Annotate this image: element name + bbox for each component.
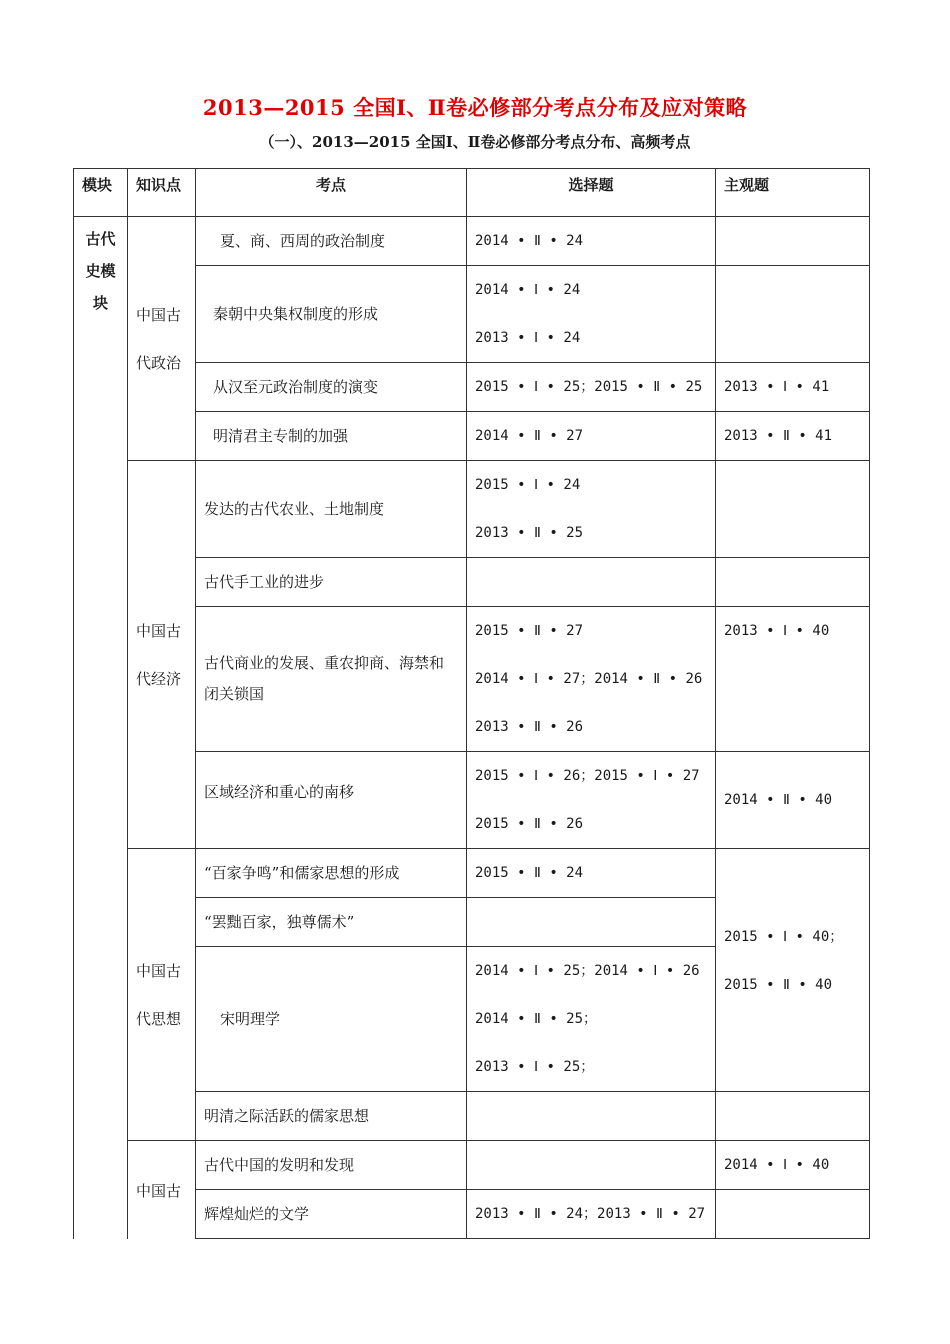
essay-cell bbox=[716, 1141, 870, 1190]
group-economy bbox=[128, 461, 196, 849]
choice-cell bbox=[467, 1141, 716, 1190]
group-label-line: 代经济 bbox=[136, 669, 182, 688]
choice-cell bbox=[467, 266, 716, 363]
choice-cell bbox=[467, 363, 716, 412]
choice-cell bbox=[467, 558, 716, 607]
point-cell: 从汉至元政治制度的演变 bbox=[196, 363, 467, 412]
essay-ref: 2014 • Ⅱ • 40 bbox=[724, 792, 833, 808]
essay-cell bbox=[716, 1190, 870, 1239]
module-cell bbox=[74, 217, 128, 1239]
choice-ref: 2013 • Ⅱ • 24；2013 • Ⅱ • 27 bbox=[475, 1206, 706, 1222]
choice-ref: 2014 • Ⅱ • 24 bbox=[475, 233, 584, 249]
header-essay: 主观题 bbox=[716, 169, 870, 217]
group-label-line: 代思想 bbox=[136, 1009, 182, 1028]
point-cell: 宋明理学 bbox=[196, 947, 467, 1092]
choice-cell bbox=[467, 752, 716, 849]
group-label-line: 中国古 bbox=[136, 621, 182, 640]
choice-ref: 2014 • Ⅱ • 25； bbox=[475, 1011, 598, 1027]
choice-ref: 2014 • Ⅱ • 27 bbox=[475, 428, 584, 444]
table-row bbox=[74, 217, 870, 266]
essay-ref: 2014 • Ⅰ • 40 bbox=[724, 1157, 830, 1173]
table-row bbox=[74, 461, 870, 558]
page-title: 2013—2015 全国Ⅰ、Ⅱ卷必修部分考点分布及应对策略 bbox=[202, 95, 748, 120]
group-politics bbox=[128, 217, 196, 461]
essay-cell bbox=[716, 461, 870, 558]
essay-ref: 2013 • Ⅰ • 41 bbox=[724, 379, 830, 395]
choice-ref: 2015 • Ⅱ • 24 bbox=[475, 865, 584, 881]
point-cell: 古代手工业的进步 bbox=[196, 558, 467, 607]
choice-ref: 2015 • Ⅰ • 24 bbox=[475, 477, 581, 493]
choice-ref: 2015 • Ⅱ • 27 bbox=[475, 623, 584, 639]
choice-ref: 2013 • Ⅱ • 25 bbox=[475, 525, 584, 541]
header-knowledge: 知识点 bbox=[128, 169, 196, 217]
module-label-line: 古代 bbox=[85, 230, 116, 248]
point-cell: 夏、商、西周的政治制度 bbox=[196, 217, 467, 266]
essay-cell bbox=[716, 607, 870, 752]
point-cell: 古代商业的发展、重农抑商、海禁和闭关锁国 bbox=[196, 607, 467, 752]
point-cell: 辉煌灿烂的文学 bbox=[196, 1190, 467, 1239]
exam-points-table bbox=[73, 168, 870, 1239]
point-cell: 明清之际活跃的儒家思想 bbox=[196, 1092, 467, 1141]
group-label-line: 中国古 bbox=[136, 1182, 182, 1200]
choice-cell bbox=[467, 898, 716, 947]
choice-cell bbox=[467, 217, 716, 266]
essay-cell bbox=[716, 752, 870, 849]
essay-cell-thought bbox=[716, 849, 870, 1092]
choice-cell bbox=[467, 947, 716, 1092]
table-row bbox=[74, 1141, 870, 1190]
choice-ref: 2013 • Ⅱ • 26 bbox=[475, 719, 584, 735]
module-label-line: 块 bbox=[92, 294, 108, 312]
header-choice: 选择题 bbox=[467, 169, 716, 217]
group-label-line: 代政治 bbox=[136, 353, 182, 372]
choice-ref: 2014 • Ⅰ • 24 bbox=[475, 282, 581, 298]
choice-ref: 2015 • Ⅰ • 25；2015 • Ⅱ • 25 bbox=[475, 379, 703, 395]
choice-ref: 2015 • Ⅱ • 26 bbox=[475, 816, 584, 832]
essay-cell bbox=[716, 558, 870, 607]
essay-cell bbox=[716, 217, 870, 266]
point-cell bbox=[196, 752, 467, 849]
section-subtitle: （一）、2013—2015 全国Ⅰ、Ⅱ卷必修部分考点分布、高频考点 bbox=[259, 133, 691, 151]
table-row bbox=[74, 849, 870, 898]
choice-ref: 2015 • Ⅰ • 26；2015 • Ⅰ • 27 bbox=[475, 768, 700, 784]
point-cell: 明清君主专制的加强 bbox=[196, 412, 467, 461]
choice-cell bbox=[467, 849, 716, 898]
module-label-line: 史模 bbox=[85, 262, 116, 280]
point-cell: “罢黜百家，独尊儒术” bbox=[196, 898, 467, 947]
point-text: 区域经济和重心的南移 bbox=[204, 783, 355, 801]
group-thought bbox=[128, 849, 196, 1141]
point-cell: 秦朝中央集权制度的形成 bbox=[196, 266, 467, 363]
essay-cell bbox=[716, 266, 870, 363]
group-label-line: 中国古 bbox=[136, 961, 182, 980]
group-culture bbox=[128, 1141, 196, 1239]
choice-cell bbox=[467, 1190, 716, 1239]
choice-cell bbox=[467, 1092, 716, 1141]
header-point: 考点 bbox=[196, 169, 467, 217]
essay-cell bbox=[716, 412, 870, 461]
essay-cell bbox=[716, 363, 870, 412]
essay-ref: 2015 • Ⅱ • 40 bbox=[724, 977, 833, 993]
choice-ref: 2014 • Ⅰ • 27；2014 • Ⅱ • 26 bbox=[475, 671, 703, 687]
point-cell: “百家争鸣”和儒家思想的形成 bbox=[196, 849, 467, 898]
point-cell: 发达的古代农业、土地制度 bbox=[196, 461, 467, 558]
point-cell: 古代中国的发明和发现 bbox=[196, 1141, 467, 1190]
choice-cell bbox=[467, 607, 716, 752]
essay-ref: 2015 • Ⅰ • 40； bbox=[724, 929, 844, 945]
header-module: 模块 bbox=[74, 169, 128, 217]
choice-ref: 2013 • Ⅰ • 25； bbox=[475, 1059, 595, 1075]
choice-ref: 2013 • Ⅰ • 24 bbox=[475, 330, 581, 346]
group-label-line: 中国古 bbox=[136, 305, 182, 324]
essay-ref: 2013 • Ⅰ • 40 bbox=[724, 623, 830, 639]
choice-cell bbox=[467, 461, 716, 558]
table-header-row bbox=[74, 169, 870, 217]
essay-cell bbox=[716, 1092, 870, 1141]
choice-cell bbox=[467, 412, 716, 461]
essay-ref: 2013 • Ⅱ • 41 bbox=[724, 428, 833, 444]
choice-ref: 2014 • Ⅰ • 25；2014 • Ⅰ • 26 bbox=[475, 963, 700, 979]
